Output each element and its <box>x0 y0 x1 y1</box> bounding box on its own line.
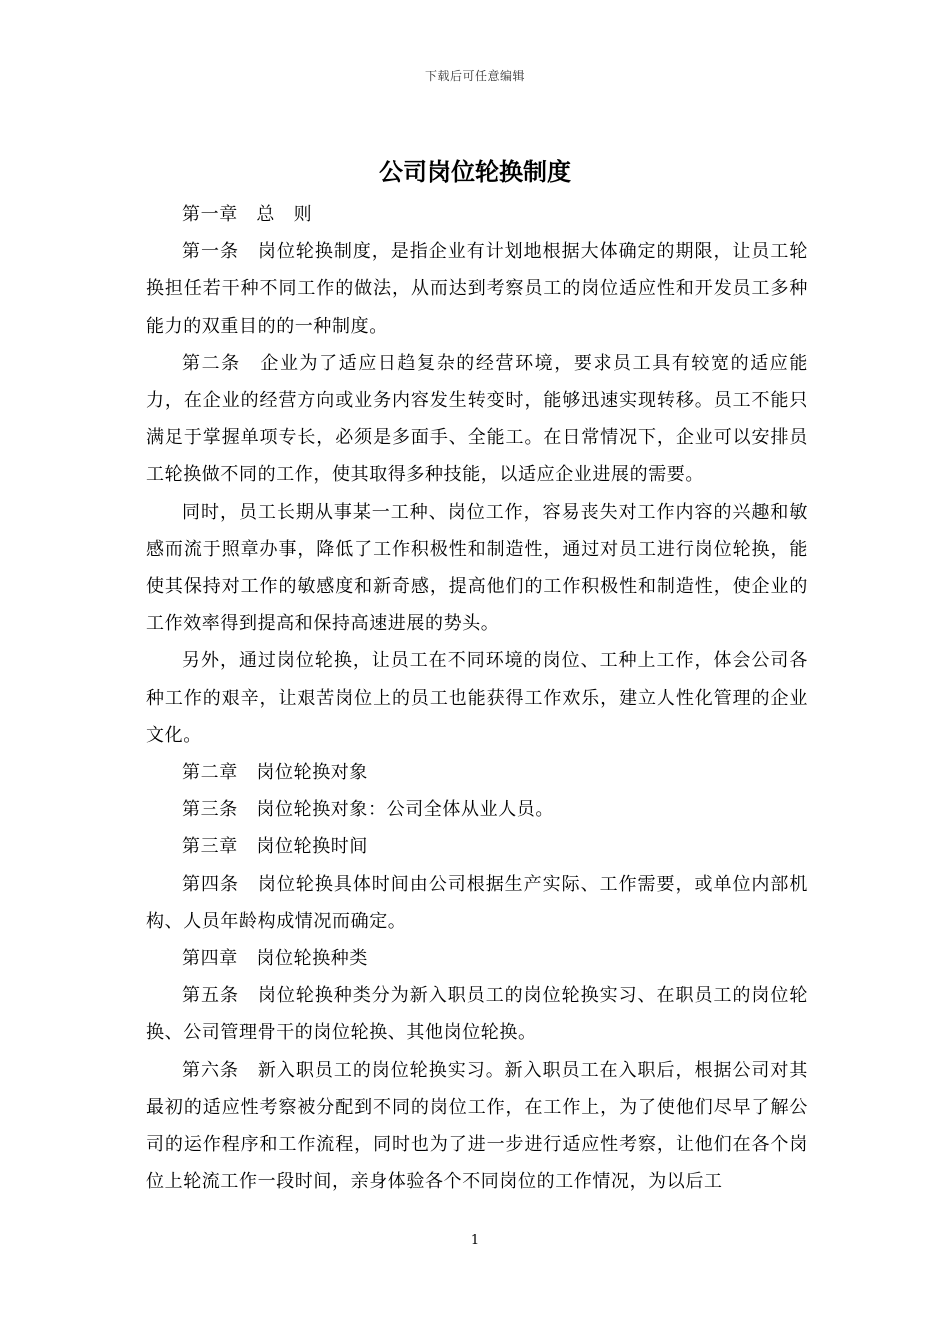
chapter-1-heading: 第一章 总 则 <box>182 204 313 225</box>
document-title: 公司岗位轮换制度 <box>379 158 571 186</box>
header-note: 下载后可任意编辑 <box>424 69 525 83</box>
page-number: 1 <box>470 1233 480 1248</box>
article-6: 第六条 新入职员工的岗位轮换实习。新入职员工在入职后，根据公司对其最初的适应性考察被分配到不同的岗位工作，在工作上，为了使他们尽早了解公司的运作程序和工作流程，同时也为了进一步进行适应性考察，让他们在各个岗位上轮流工作一段时间，亲身体验各个不同岗位的工作情况，为以后工 <box>146 1059 808 1193</box>
article-2-continued: 同时，员工长期从事某一工种、岗位工作，容易丧失对工作内容的兴趣和敏感而流于照章办事，降低了工作积极性和制造性，通过对员工进行岗位轮换，能使其保持对工作的敏感度和新奇感，提高他们的工作积极性和制造性，使企业的工作效率得到提高和保持高速进展的势头。 <box>146 501 808 635</box>
article-2: 第二条 企业为了适应日趋复杂的经营环境，要求员工具有较宽的适应能力，在企业的经营方向或业务内容发生转变时，能够迅速实现转移。员工不能只满足于掌握单项专长，必须是多面手、全能工。在日常情况下，企业可以安排员工轮换做不同的工作，使其取得多种技能，以适应企业进展的需要。 <box>146 352 808 486</box>
article-4: 第四条 岗位轮换具体时间由公司根据生产实际、工作需要，或单位内部机构、人员年龄构成情况而确定。 <box>146 873 808 932</box>
chapter-2-heading: 第二章 岗位轮换对象 <box>182 762 368 784</box>
chapter-4-heading: 第四章 岗位轮换种类 <box>182 948 368 970</box>
article-3: 第三条 岗位轮换对象：公司全体从业人员。 <box>182 799 554 821</box>
document-body <box>146 196 808 1200</box>
article-2-additional: 另外，通过岗位轮换，让员工在不同环境的岗位、工种上工作，体会公司各种工作的艰辛，让艰苦岗位上的员工也能获得工作欢乐，建立人性化管理的企业文化。 <box>146 650 808 746</box>
chapter-3-heading: 第三章 岗位轮换时间 <box>182 836 368 858</box>
article-1: 第一条 岗位轮换制度，是指企业有计划地根据大体确定的期限，让员工轮换担任若干种不同工作的做法，从而达到考察员工的岗位适应性和开发员工多种能力的双重目的的一种制度。 <box>146 241 808 337</box>
article-5: 第五条 岗位轮换种类分为新入职员工的岗位轮换实习、在职员工的岗位轮换、公司管理骨干的岗位轮换、其他岗位轮换。 <box>146 985 808 1044</box>
